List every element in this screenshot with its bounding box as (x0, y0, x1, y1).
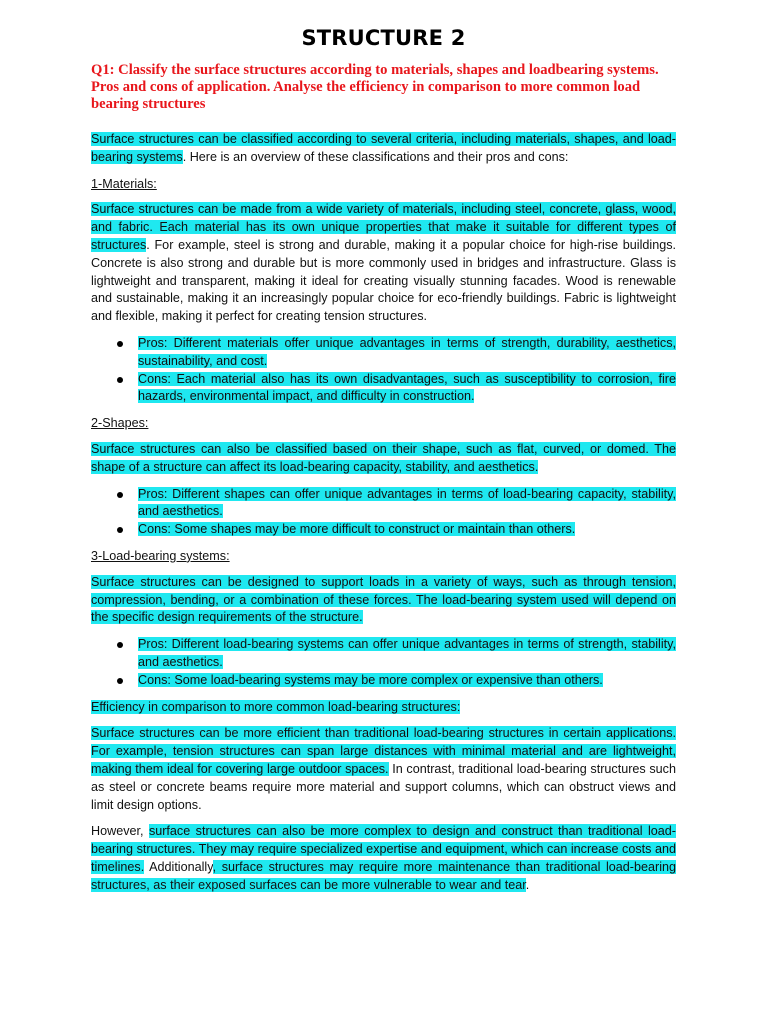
materials-pros: Pros: Different materials offer unique advantages in terms of strength, durability, aesthetics, sustainability, and cost. (138, 335, 676, 368)
efficiency-text-b: Additionally (144, 859, 213, 874)
materials-heading (91, 176, 676, 194)
loadbearing-paragraph (91, 574, 676, 627)
intro-rest: . Here is an overview of these classifications and their pros and cons: (182, 149, 569, 164)
shapes-heading (91, 415, 676, 433)
efficiency-text-a: However, (91, 824, 149, 839)
loadbearing-cons: Cons: Some load-bearing systems may be more complex or expensive than others. (138, 672, 603, 687)
efficiency-highlight-2: surface structures can also be more complex to design and construct than traditional load-bearing structures. They may require specialized expertise and equipment, which can increase costs and timelines. (91, 824, 676, 874)
list-item (138, 521, 676, 539)
question-heading: Q1: Classify the surface structures according to materials, shapes and loadbearing systems. Pros and cons of application. Analyse the efficiency in comparison to more common load bearing structures (91, 62, 659, 112)
list-item (138, 335, 676, 371)
loadbearing-list (91, 636, 676, 689)
list-item (138, 672, 676, 690)
efficiency-highlight-1: Surface structures can be more efficient than traditional load-bearing structures in certain applications. For example, tension structures can span large distances with minimal material and are lightweight, making them ideal for covering large outdoor spaces. (91, 726, 676, 776)
shapes-cons: Cons: Some shapes may be more difficult to construct or maintain than others. (138, 522, 576, 537)
efficiency-heading (91, 699, 676, 717)
shapes-list (91, 486, 676, 539)
shapes-paragraph (91, 441, 676, 477)
materials-highlight: Surface structures can be made from a wide variety of materials, including steel, concrete, glass, wood, and fabric. Each material has its own unique properties that make it suitable for different types of structures (91, 202, 676, 252)
intro-paragraph (91, 131, 676, 167)
list-item (138, 486, 676, 522)
list-item (138, 371, 676, 407)
loadbearing-pros: Pros: Different load-bearing systems can offer unique advantages in terms of strength, stability, and aesthetics. (138, 637, 676, 669)
loadbearing-highlight: Surface structures can be designed to support loads in a variety of ways, such as through tension, compression, bending, or a combination of these forces. The load-bearing system used will depend on the specific design requirements of the structure. (91, 574, 676, 625)
shapes-highlight: Surface structures can also be classified based on their shape, such as flat, curved, or domed. The shape of a structure can affect its load-bearing capacity, stability, and aesthetics. (91, 441, 676, 474)
efficiency-heading-text: Efficiency in comparison to more common load-bearing structures: (91, 699, 461, 714)
materials-list (91, 335, 676, 406)
materials-heading-text: 1-Materials: (91, 176, 157, 191)
loadbearing-heading (91, 548, 676, 566)
loadbearing-heading-text: 3-Load-bearing systems: (91, 548, 230, 563)
page-title: STRUCTURE 2 (301, 26, 466, 50)
intro-highlight: Surface structures can be classified according to several criteria, including materials, shapes, and load-bearing systems (91, 132, 676, 164)
shapes-pros: Pros: Different shapes can offer unique advantages in terms of load-bearing capacity, stability, and aesthetics. (138, 486, 676, 519)
efficiency-paragraph-2 (91, 823, 676, 894)
list-item (138, 636, 676, 672)
materials-paragraph (91, 201, 676, 326)
efficiency-paragraph-1 (91, 725, 676, 814)
efficiency-text-c: . (525, 877, 530, 892)
efficiency-highlight-3: , surface structures may require more maintenance than traditional load-bearing structures, as their exposed surfaces can be more vulnerable to wear and tear (91, 859, 677, 892)
efficiency-rest-1: In contrast, traditional load-bearing structures such as steel or concrete beams require more material and support columns, which can obstruct views and limit design options. (91, 761, 676, 812)
shapes-heading-text: 2-Shapes: (91, 416, 149, 431)
materials-cons: Cons: Each material also has its own disadvantages, such as susceptibility to corrosion, fire hazards, environmental impact, and difficulty in construction. (138, 371, 676, 404)
materials-rest: . For example, steel is strong and durable, making it a popular choice for high-rise buildings. Concrete is also strong and durable but is more commonly used in bridges and infrastructure. Glass is lightweight and transparent, making it ideal for creating visually stunning facades. Wood is renewable and sustainable, making it an increasingly popular choice for eco-friendly buildings. Fabric is lightweight and flexible, making it perfect for creating tension structures. (91, 237, 676, 324)
